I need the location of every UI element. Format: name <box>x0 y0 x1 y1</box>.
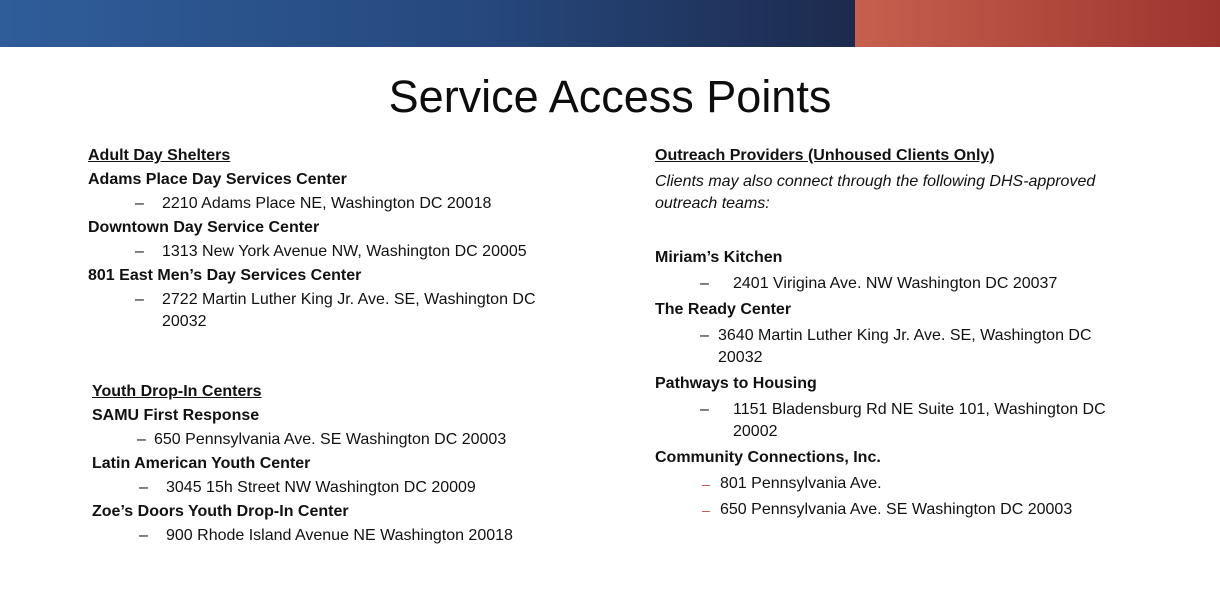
section-spacer <box>655 219 1117 247</box>
dash-bullet: – <box>139 527 148 544</box>
left-column <box>88 145 566 549</box>
dash-bullet: – <box>700 275 709 292</box>
dash-bullet: – <box>139 479 148 496</box>
address-text: 650 Pennsylvania Ave. SE Washington DC 20003 <box>720 501 1073 518</box>
provider-name: Pathways to Housing <box>655 375 817 392</box>
section-spacer <box>88 335 566 381</box>
top-accent-bar <box>0 0 1220 47</box>
address-text: 2401 Virigina Ave. NW Washington DC 20037 <box>733 275 1058 292</box>
dash-bullet: – <box>135 243 144 260</box>
address-text: 900 Rhode Island Avenue NE Washington 20018 <box>166 527 513 544</box>
provider-name: Downtown Day Service Center <box>88 219 320 236</box>
right-column <box>655 145 1117 525</box>
address-item <box>92 525 566 547</box>
section-heading-youth-drop-in-centers: Youth Drop-In Centers <box>92 383 262 400</box>
dash-bullet: – <box>700 327 709 344</box>
address-item <box>88 241 566 263</box>
address-text: 1151 Bladensburg Rd NE Suite 101, Washington DC 20002 <box>733 401 1106 440</box>
address-text: 1313 New York Avenue NW, Washington DC 20005 <box>162 243 527 260</box>
address-item <box>655 273 1117 295</box>
provider-name: Adams Place Day Services Center <box>88 171 347 188</box>
dash-bullet: – <box>137 431 146 448</box>
top-bar-red-gradient <box>855 0 1220 47</box>
address-item <box>655 499 1117 521</box>
address-text: 2210 Adams Place NE, Washington DC 20018 <box>162 195 492 212</box>
address-text: 2722 Martin Luther King Jr. Ave. SE, Washington DC 20032 <box>162 291 536 330</box>
address-item <box>92 477 566 499</box>
provider-name: Miriam’s Kitchen <box>655 249 783 266</box>
provider-name: The Ready Center <box>655 301 792 318</box>
dash-bullet: – <box>135 195 144 212</box>
address-item <box>655 325 1117 369</box>
page-title: Service Access Points <box>388 71 832 122</box>
address-item <box>655 473 1117 495</box>
address-item <box>88 193 566 215</box>
provider-name: Latin American Youth Center <box>92 455 311 472</box>
address-text: 801 Pennsylvania Ave. <box>720 475 882 492</box>
top-bar-blue-gradient <box>0 0 855 47</box>
provider-name: 801 East Men’s Day Services Center <box>88 267 362 284</box>
dash-bullet: – <box>700 401 709 418</box>
outreach-intro-text: Clients may also connect through the following DHS-approved outreach teams: <box>655 173 1096 212</box>
address-text: 3640 Martin Luther King Jr. Ave. SE, Washington DC 20032 <box>718 327 1092 366</box>
provider-name: SAMU First Response <box>92 407 260 424</box>
section-heading-outreach-providers: Outreach Providers (Unhoused Clients Only) <box>655 147 995 164</box>
red-dash-bullet: – <box>702 502 710 518</box>
address-item <box>88 289 566 333</box>
dash-bullet: – <box>135 291 144 308</box>
address-text: 650 Pennsylvania Ave. SE Washington DC 20003 <box>154 431 507 448</box>
red-dash-bullet: – <box>702 476 710 492</box>
address-item <box>92 429 566 451</box>
address-item <box>655 399 1117 443</box>
provider-name: Community Connections, Inc. <box>655 449 881 466</box>
provider-name: Zoe’s Doors Youth Drop-In Center <box>92 503 349 520</box>
section-heading-adult-day-shelters: Adult Day Shelters <box>88 147 231 164</box>
youth-section <box>88 381 566 547</box>
address-text: 3045 15h Street NW Washington DC 20009 <box>166 479 476 496</box>
